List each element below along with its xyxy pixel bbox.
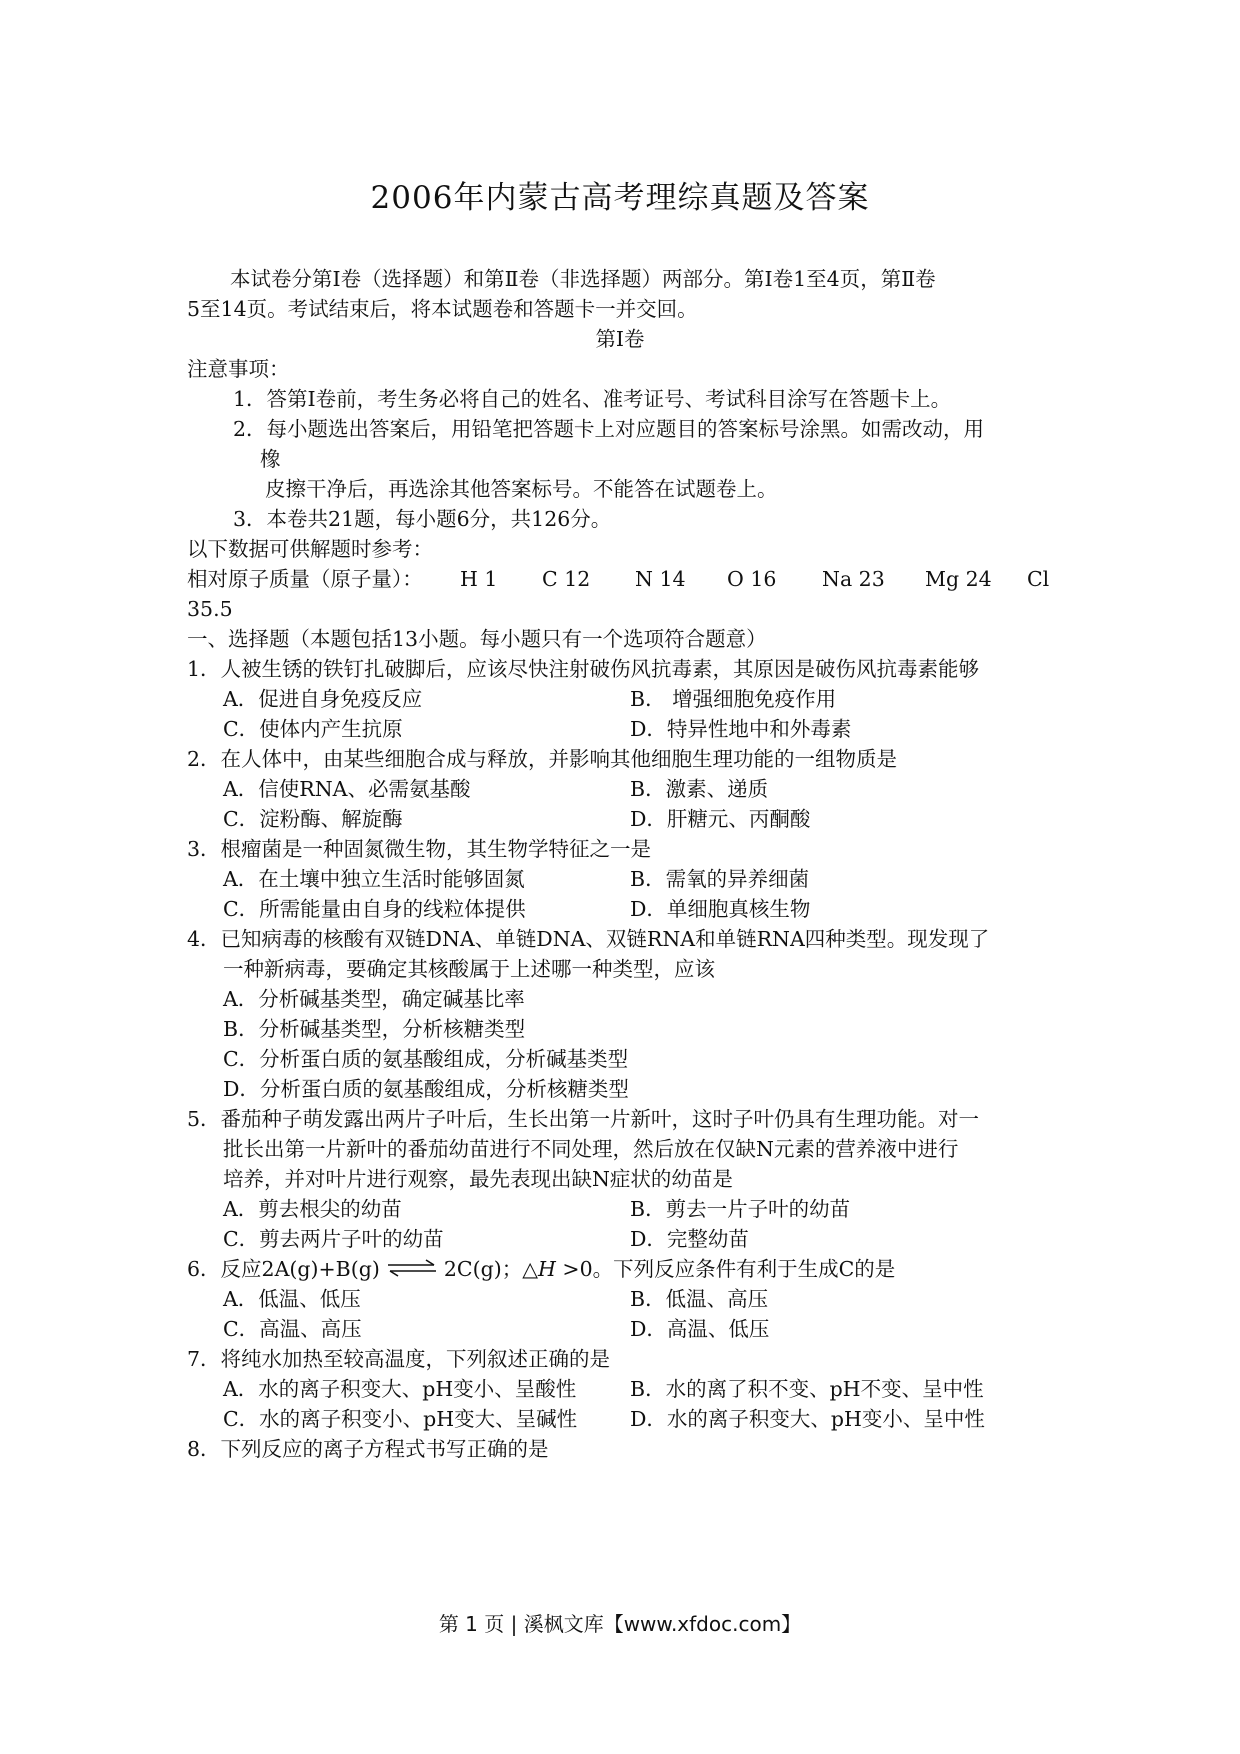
option-d: D．特异性地中和外毒素 — [630, 717, 852, 741]
option-d: D．肝糖元、丙酮酸 — [630, 807, 811, 831]
option-d: D．高温、低压 — [630, 1317, 770, 1341]
option-d: D．水的离子积变大、pH变小、呈中性 — [630, 1407, 985, 1431]
option-a: A．剪去根尖的幼苗 — [223, 1197, 402, 1221]
option-a: A．水的离子积变大、pH变小、呈酸性 — [223, 1377, 577, 1401]
option-a: A．信使RNA、必需氨基酸 — [223, 777, 471, 801]
question-stem: 8．下列反应的离子方程式书写正确的是 — [187, 1437, 549, 1461]
question-stem: 3．根瘤菌是一种固氮微生物，其生物学特征之一是 — [187, 837, 652, 861]
option-c: C．使体内产生抗原 — [223, 717, 403, 741]
question-stem — [187, 1256, 895, 1284]
option-c: C．剪去两片子叶的幼苗 — [223, 1227, 444, 1251]
intro-line-2: 5至14页。考试结束后，将本试题卷和答题卡一并交回。 — [187, 297, 698, 321]
note-item: 3．本卷共21题，每小题6分，共126分。 — [233, 507, 612, 531]
question-stem: 7．将纯水加热至较高温度，下列叙述正确的是 — [187, 1347, 611, 1371]
atomic-mass: O 16 — [727, 567, 777, 591]
atomic-mass: C 12 — [542, 567, 591, 591]
notes-heading: 注意事项： — [187, 357, 290, 381]
note-item: 1．答第Ⅰ卷前，考生务必将自己的姓名、准考证号、考试科目涂写在答题卡上。 — [233, 387, 952, 411]
atomic-mass-label: 相对原子质量（原子量）： — [187, 567, 423, 591]
question-stem: 1．人被生锈的铁钉扎破脚后，应该尽快注射破伤风抗毒素，其原因是破伤风抗毒素能够 — [187, 657, 980, 681]
option-c: C．水的离子积变小、pH变大、呈碱性 — [223, 1407, 578, 1431]
note-item: 橡 — [260, 447, 281, 471]
option-d: D．完整幼苗 — [630, 1227, 749, 1251]
option-b: B．激素、递质 — [630, 777, 769, 801]
option-c: C．高温、高压 — [223, 1317, 362, 1341]
option-b: B．水的离了积不变、pH不变、呈中性 — [630, 1377, 984, 1401]
option-c: C．淀粉酶、解旋酶 — [223, 807, 403, 831]
option-b: B． 增强细胞免疫作用 — [630, 687, 837, 711]
option-c: C．分析蛋白质的氨基酸组成，分析碱基类型 — [223, 1047, 629, 1071]
option-b: B．分析碱基类型，分析核糖类型 — [223, 1017, 526, 1041]
option-b: B．剪去一片子叶的幼苗 — [630, 1197, 851, 1221]
question-stem: 4．已知病毒的核酸有双链DNA、单链DNA、双链RNA和单链RNA四种类型。现发现了 — [187, 927, 990, 951]
atomic-mass: Cl — [1027, 567, 1050, 591]
question-stem: 2．在人体中，由某些细胞合成与释放，并影响其他细胞生理功能的一组物质是 — [187, 747, 898, 771]
atomic-mass: Mg 24 — [925, 567, 992, 591]
atomic-mass: Na 23 — [822, 567, 885, 591]
intro-line-1: 本试卷分第Ⅰ卷（选择题）和第Ⅱ卷（非选择题）两部分。第Ⅰ卷1至4页，第Ⅱ卷 — [230, 267, 936, 291]
section-heading: 一、选择题（本题包括13小题。每小题只有一个选项符合题意） — [187, 627, 767, 651]
question-stem: 培养，并对叶片进行观察，最先表现出缺N症状的幼苗是 — [223, 1167, 733, 1191]
atomic-mass: H 1 — [460, 567, 498, 591]
option-d: D．单细胞真核生物 — [630, 897, 811, 921]
question-stem: 5．番茄种子萌发露出两片子叶后，生长出第一片新叶，这时子叶仍具有生理功能。对一 — [187, 1107, 980, 1131]
option-c: C．所需能量由自身的线粒体提供 — [223, 897, 526, 921]
atomic-mass-wrap: 35.5 — [187, 597, 233, 621]
enthalpy-symbol: H — [538, 1257, 556, 1281]
option-d: D．分析蛋白质的氨基酸组成，分析核糖类型 — [223, 1077, 629, 1101]
equilibrium-arrow-icon — [386, 1258, 438, 1284]
option-b: B．需氧的异养细菌 — [630, 867, 810, 891]
note-item: 2．每小题选出答案后，用铅笔把答题卡上对应题目的答案标号涂黑。如需改动，用 — [233, 417, 985, 441]
reference-heading: 以下数据可供解题时参考： — [187, 537, 433, 561]
option-a: A．低温、低压 — [223, 1287, 361, 1311]
option-a: A．在土壤中独立生活时能够固氮 — [223, 867, 525, 891]
question-stem: 一种新病毒，要确定其核酸属于上述哪一种类型，应该 — [223, 957, 715, 981]
document-title: 2006年内蒙古高考理综真题及答案 — [370, 180, 870, 216]
option-b: B．低温、高压 — [630, 1287, 769, 1311]
option-a: A．分析碱基类型，确定碱基比率 — [223, 987, 525, 1011]
atomic-mass-line — [187, 566, 1050, 592]
reaction-products: 2C(g)；△ — [443, 1257, 538, 1281]
reaction-reactants: 6．反应2A(g)+B(g) — [187, 1257, 380, 1281]
question-stem: 批长出第一片新叶的番茄幼苗进行不同处理，然后放在仅缺N元素的营养液中进行 — [223, 1137, 959, 1161]
page-footer: 第 1 页 | 溪枫文库【www.xfdoc.com】 — [438, 1612, 802, 1636]
volume-heading: 第Ⅰ卷 — [595, 327, 645, 351]
note-item: 皮擦干净后，再选涂其他答案标号。不能答在试题卷上。 — [265, 477, 778, 501]
atomic-mass: N 14 — [635, 567, 686, 591]
option-a: A．促进自身免疫反应 — [223, 687, 423, 711]
reaction-condition: >0。下列反应条件有利于生成C的是 — [555, 1257, 896, 1281]
